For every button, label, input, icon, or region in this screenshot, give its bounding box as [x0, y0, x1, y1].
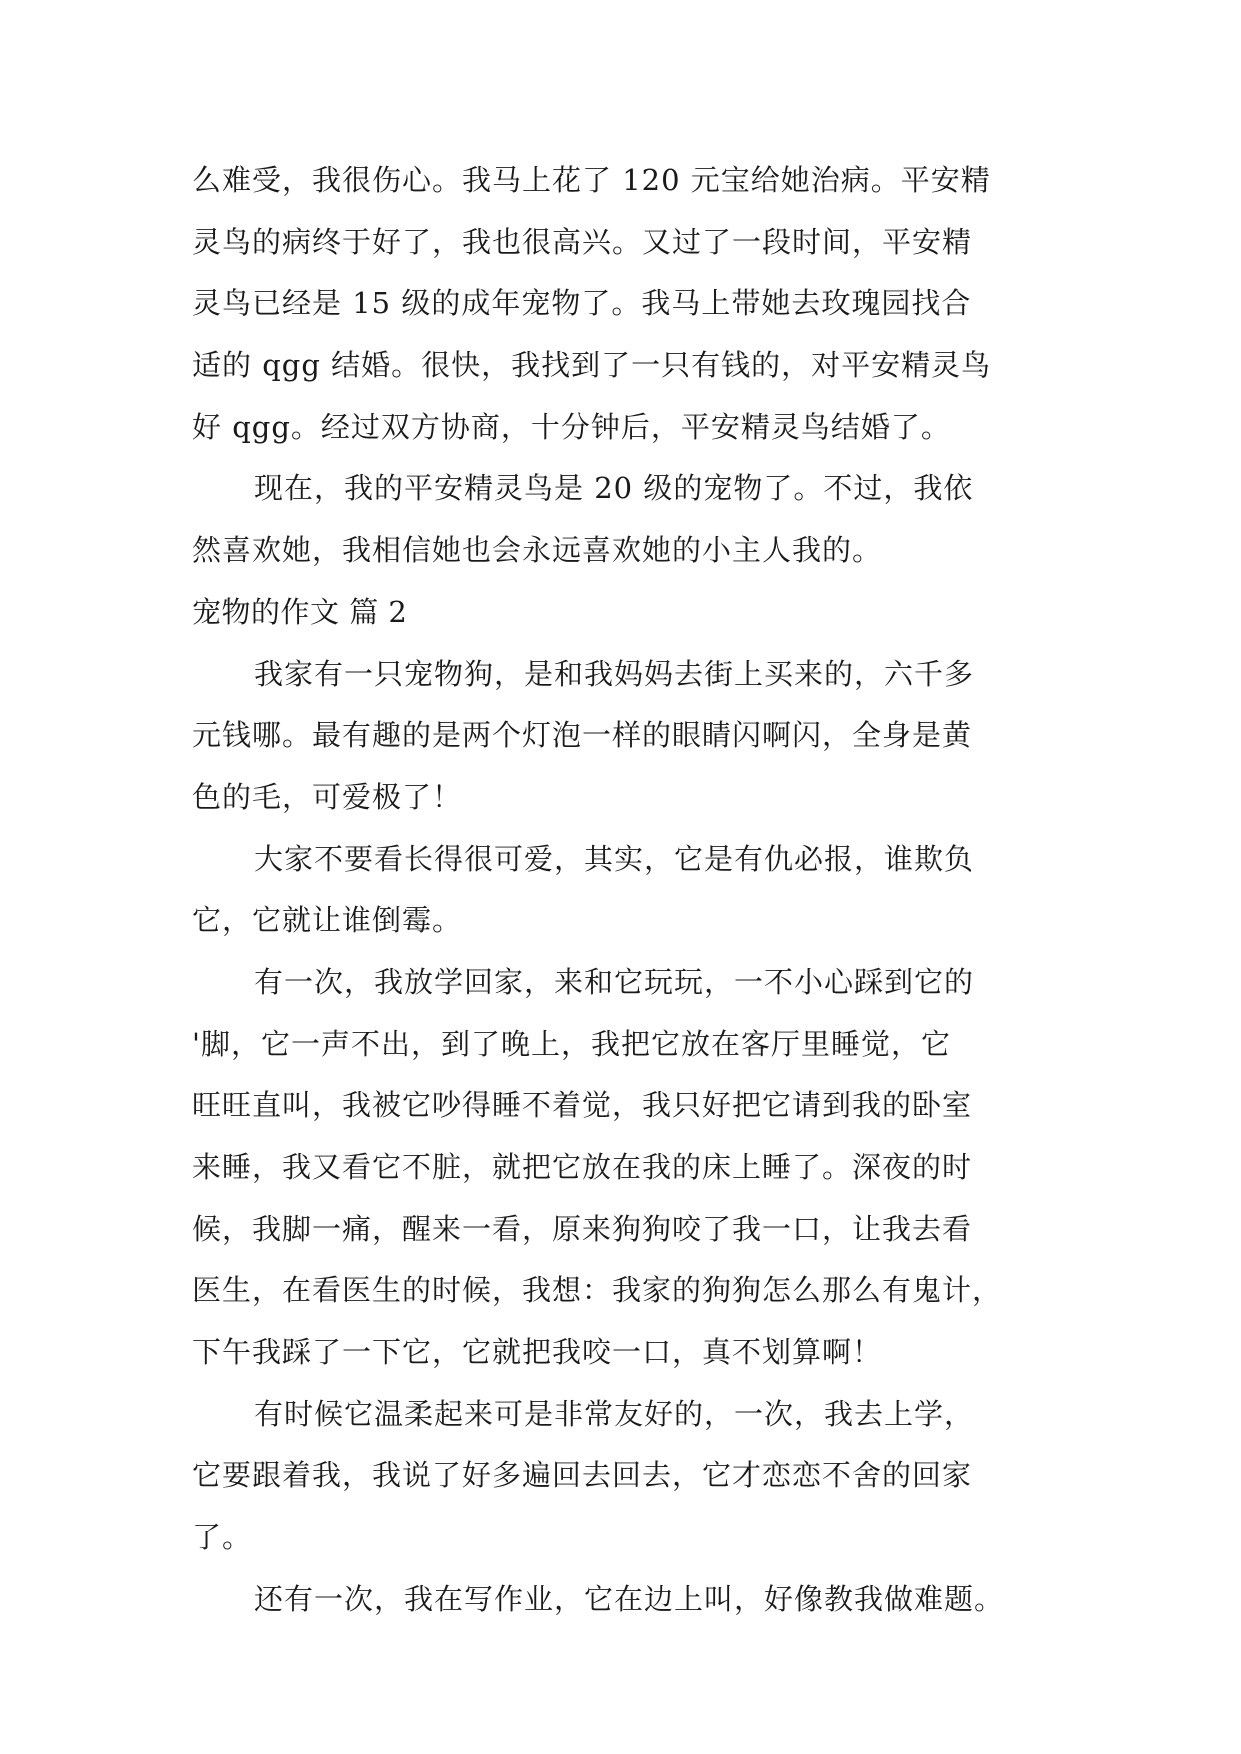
paragraph-line: 了。: [192, 1520, 253, 1555]
paragraph-line: 医生，在看医生的时候，我想：我家的狗狗怎么那么有鬼计，: [192, 1273, 1003, 1308]
section-heading: 宠物的作文 篇 2: [192, 594, 408, 629]
paragraph-line: 下午我踩了一下它，它就把我咬一口，真不划算啊！: [192, 1335, 883, 1370]
paragraph-line: 候，我脚一痛，醒来一看，原来狗狗咬了我一口，让我去看: [192, 1211, 973, 1246]
paragraph: [192, 1569, 1050, 1631]
paragraph: [192, 1384, 1050, 1569]
paragraph: [192, 458, 1050, 581]
paragraph-line: 它，它就让谁倒霉。: [192, 903, 463, 938]
paragraph-line: 现在，我的平安精灵鸟是 20 级的宠物了。不过，我依: [254, 471, 974, 506]
paragraph: [192, 952, 1050, 1384]
paragraph-line: 色的毛，可爱极了！: [192, 779, 463, 814]
paragraph-line: 灵鸟已经是 15 级的成年宠物了。我马上带她去玫瑰园找合: [192, 286, 972, 321]
paragraph-line: 灵鸟的病终于好了，我也很高兴。又过了一段时间，平安精: [192, 224, 973, 259]
paragraph: [192, 644, 1050, 829]
paragraph-line: 有时候它温柔起来可是非常友好的，一次，我去上学，: [254, 1396, 975, 1431]
paragraph-line: 元钱哪。最有趣的是两个灯泡一样的眼睛闪啊闪，全身是黄: [192, 718, 973, 753]
paragraph-line: 还有一次，我在写作业，它在边上叫，好像教我做难题。: [254, 1581, 1005, 1616]
paragraph-line: 我家有一只宠物狗，是和我妈妈去街上买来的，六千多: [254, 656, 975, 691]
paragraph-line: 好 qgg。经过双方协商，十分钟后，平安精灵鸟结婚了。: [192, 409, 951, 444]
paragraph-line: 旺旺直叫，我被它吵得睡不着觉，我只好把它请到我的卧室: [192, 1088, 973, 1123]
paragraph-line: 大家不要看长得很可爱，其实，它是有仇必报，谁欺负: [254, 841, 975, 876]
paragraph-line: 它要跟着我，我说了好多遍回去回去，它才恋恋不舍的回家: [192, 1458, 973, 1493]
document-body: [192, 150, 1050, 1631]
paragraph-line: 来睡，我又看它不脏，就把它放在我的床上睡了。深夜的时: [192, 1150, 973, 1184]
paragraph-line: 然喜欢她，我相信她也会永远喜欢她的小主人我的。: [192, 533, 883, 568]
paragraph: [192, 829, 1050, 952]
paragraph-line: '脚，它一声不出，到了晚上，我把它放在客厅里睡觉，它: [192, 1026, 951, 1061]
paragraph-line: 有一次，我放学回家，来和它玩玩，一不小心踩到它的: [254, 964, 975, 999]
paragraph: [192, 150, 1050, 458]
paragraph-line: 么难受，我很伤心。我马上花了 120 元宝给她治病。平安精: [192, 163, 991, 197]
paragraph-line: 适的 qgg 结婚。很快，我找到了一只有钱的，对平安精灵鸟: [192, 348, 992, 383]
